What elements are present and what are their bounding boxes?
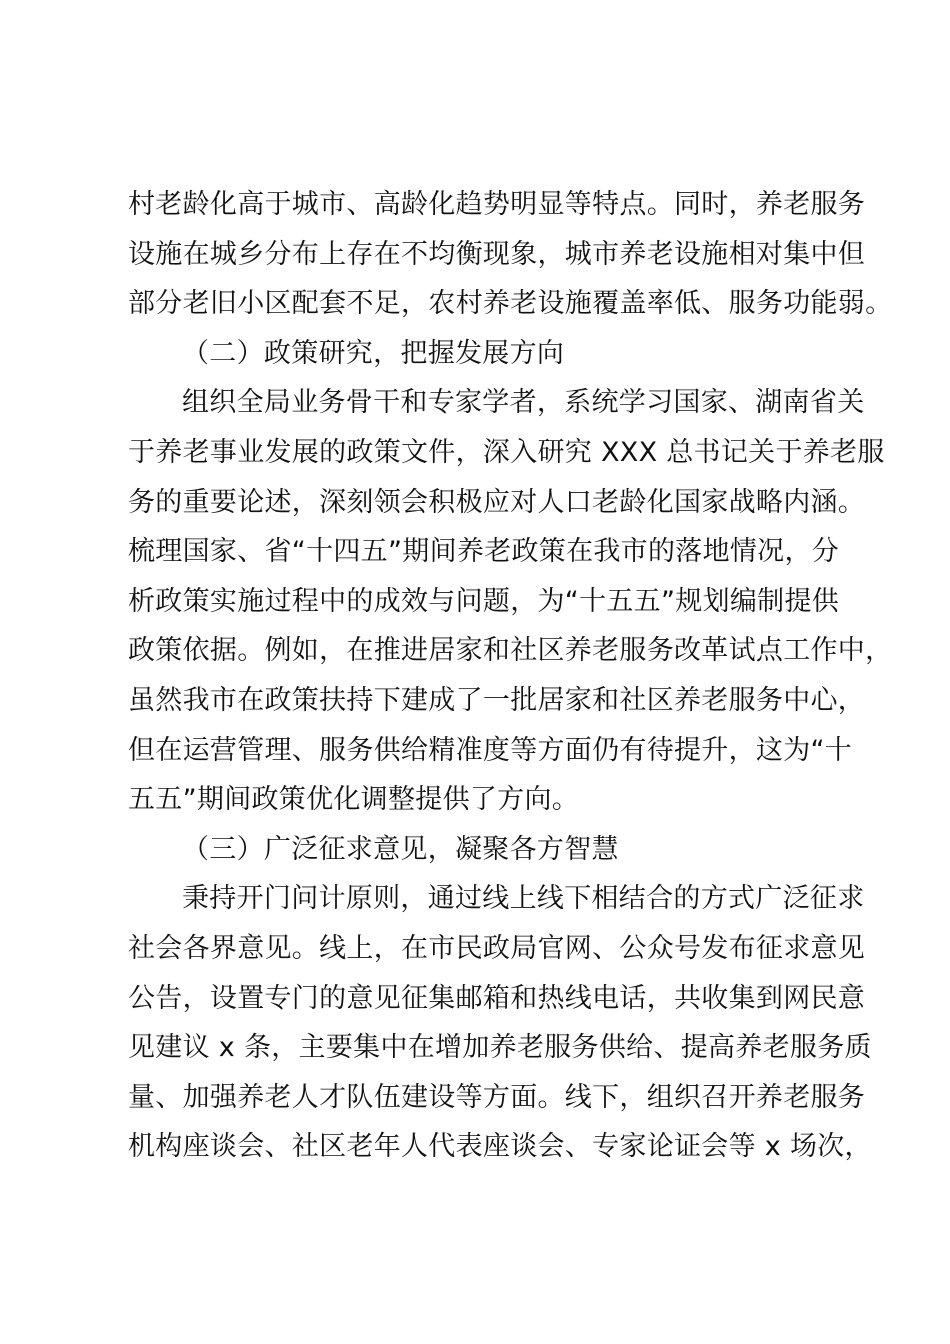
text-line: 部分老旧小区配套不足，农村养老设施覆盖率低、服务功能弱。 bbox=[128, 288, 893, 320]
paragraph-first-line: 组织全局业务骨干和专家学者，系统学习国家、湖南省关 bbox=[182, 387, 865, 419]
text-line: 析政策实施过程中的成效与问题，为“十五五”规划编制提供 bbox=[128, 585, 840, 617]
section-heading: （二）政策研究，把握发展方向 bbox=[182, 337, 565, 369]
text-line: 梳理国家、省“十四五”期间养老政策在我市的落地情况，分 bbox=[128, 536, 840, 568]
section-heading: （三）广泛征求意见，凝聚各方智慧 bbox=[182, 833, 619, 865]
text-line: 设施在城乡分布上存在不均衡现象，城市养老设施相对集中但 bbox=[128, 238, 866, 270]
text-line: 村老龄化高于城市、高龄化趋势明显等特点。同时，养老服务 bbox=[128, 189, 866, 220]
text-line: 见建议 x 条，主要集中在增加养老服务供给、提高养老服务质 bbox=[128, 1032, 872, 1064]
text-line: 量、加强养老人才队伍建设等方面。线下，组织召开养老服务 bbox=[128, 1081, 866, 1113]
text-line: 虽然我市在政策扶持下建成了一批居家和社区养老服务中心， bbox=[128, 684, 866, 716]
text-line: 于养老事业发展的政策文件，深入研究 XXX 总书记关于养老服 bbox=[128, 436, 885, 468]
text-line: 五五”期间政策优化调整提供了方向。 bbox=[128, 784, 580, 816]
text-line: 但在运营管理、服务供给精准度等方面仍有待提升，这为“十 bbox=[128, 734, 853, 766]
text-line: 务的重要论述，深刻领会积极应对人口老龄化国家战略内涵。 bbox=[128, 486, 866, 518]
paragraph-first-line: 秉持开门问计原则，通过线上线下相结合的方式广泛征求 bbox=[182, 883, 865, 915]
text-line: 社会各界意见。线上，在市民政局官网、公众号发布征求意见 bbox=[128, 932, 866, 964]
document-body bbox=[128, 180, 893, 1172]
text-line: 政策依据。例如，在推进居家和社区养老服务改革试点工作中， bbox=[128, 635, 893, 667]
text-line: 公告，设置专门的意见征集邮箱和热线电话，共收集到网民意 bbox=[128, 982, 866, 1014]
text-line: 机构座谈会、社区老年人代表座谈会、专家论证会等 x 场次， bbox=[128, 1131, 872, 1163]
